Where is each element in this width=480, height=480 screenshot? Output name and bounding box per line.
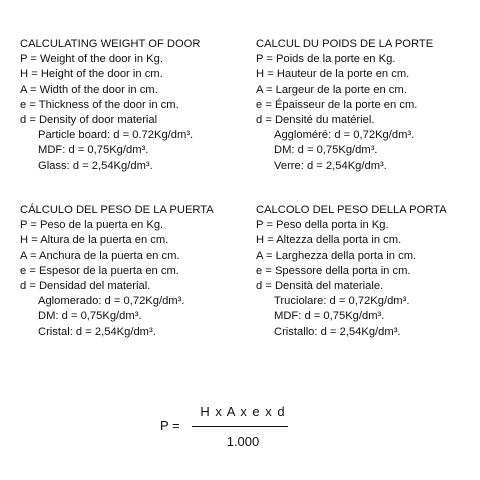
spanish-thickness-definition: e = Espesor de la puerta en cm. [20,264,179,277]
spanish-title: CÁLCULO DEL PESO DE LA PUERTA [20,204,214,216]
italian-material-mdf: MDF: d = 0,75Kg/dm³. [274,310,385,323]
spanish-material-dm: DM: d = 0,75Kg/dm³. [38,310,142,323]
english-material-mdf: MDF: d = 0,75Kg/dm³. [38,144,149,157]
italian-material-cristallo: Cristallo: d = 2,54Kg/dm³. [274,325,401,338]
english-material-particle-board: Particle board: d = 0.72Kg/dm³. [38,129,194,142]
italian-weight-definition: P = Peso della porta in Kg. [256,219,389,232]
italian-height-definition: H = Altezza della porta in cm. [256,234,402,247]
spanish-density-definition: d = Densidad del material. [20,280,151,293]
italian-material-truciolare: Truciolare: d = 0,72Kg/dm³. [274,295,410,308]
english-block [20,37,200,174]
formula-fraction-bar [192,426,288,427]
french-material-verre: Verre: d = 2,54Kg/dm³. [274,159,387,172]
spanish-material-cristal: Cristal: d = 2,54Kg/dm³. [38,325,156,338]
french-title: CALCUL DU POIDS DE LA PORTE [256,38,434,50]
french-width-definition: A = Largeur de la porte en cm. [256,83,407,96]
spanish-width-definition: A = Anchura de la puerta en cm. [20,249,180,262]
spanish-material-aglomerado: Aglomerado: d = 0,72Kg/dm³. [38,295,185,308]
italian-width-definition: A = Larghezza della porta in cm. [256,249,417,262]
french-density-definition: d = Densité du matériel. [256,114,375,127]
english-density-definition: d = Density of door material [20,114,158,127]
italian-block [256,203,447,340]
french-block [256,37,433,174]
italian-title: CALCOLO DEL PESO DELLA PORTA [256,204,447,216]
english-material-glass: Glass: d = 2,54Kg/dm³. [38,159,153,172]
english-height-definition: H = Height of the door in cm. [20,68,163,81]
formula-lhs: P = [160,418,180,433]
english-thickness-definition: e = Thickness of the door in cm. [20,98,179,111]
formula-denominator: 1.000 [226,434,260,449]
french-height-definition: H = Hauteur de la porte en cm. [256,68,410,81]
spanish-height-definition: H = Altura de la puerta en cm. [20,234,169,247]
english-title: CALCULATING WEIGHT OF DOOR [20,38,201,50]
formula-numerator: H x A x e x d [200,404,286,419]
french-material-dm: DM: d = 0,75Kg/dm³. [274,144,378,157]
spanish-weight-definition: P = Peso de la puerta en Kg. [20,219,164,232]
italian-thickness-definition: e = Spessore della porta in cm. [256,264,411,277]
french-thickness-definition: e = Épaisseur de la porte en cm. [256,98,418,111]
french-material-agglomere: Aggloméré: d = 0,72Kg/dm³. [274,129,415,142]
weight-formula [160,404,300,454]
spanish-block [20,203,214,340]
french-weight-definition: P = Poids de la porte en Kg. [256,53,396,66]
italian-density-definition: d = Densità del materiale. [256,280,384,293]
english-width-definition: A = Width of the door in cm. [20,83,158,96]
english-weight-definition: P = Weight of the door in Kg. [20,53,163,66]
